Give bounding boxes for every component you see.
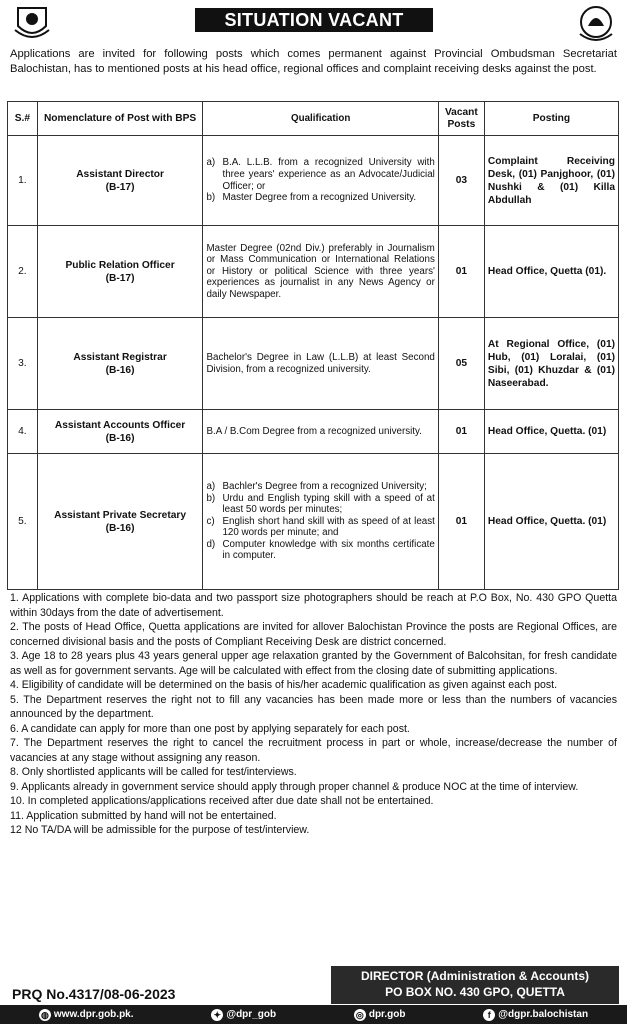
row-posting: Head Office, Quetta. (01) xyxy=(484,454,618,590)
footer-dpr[interactable]: ◎ dpr.gob xyxy=(354,1009,406,1021)
term-item: 4. Eligibility of candidate will be determined on the basis of his/her academic qualification as given against each post. xyxy=(10,679,558,691)
row-post xyxy=(37,318,203,410)
twitter-icon: ✦ xyxy=(211,1009,223,1021)
row-post xyxy=(37,454,203,590)
footer-bar xyxy=(0,1005,627,1024)
footer-website[interactable]: ◍ www.dpr.gob.pk. xyxy=(39,1009,134,1021)
qualification-item: b) Master Degree from a recognized University. xyxy=(206,192,417,204)
post-title: Assistant Private Secretary xyxy=(54,509,187,521)
post-title: Assistant Accounts Officer xyxy=(54,419,186,431)
row-qualification: Bachelor's Degree in Law (L.L.B) at least Second Division, from a recognized university. xyxy=(203,318,438,410)
globe-icon: ◍ xyxy=(39,1009,51,1021)
row-sno: 2. xyxy=(8,226,38,318)
signature-title: DIRECTOR (Administration & Accounts) xyxy=(360,969,589,983)
signature-address: PO BOX NO. 430 GPO, QUETTA xyxy=(385,985,565,999)
post-title: Public Relation Officer xyxy=(65,259,175,271)
term-item: 11. Application submitted by hand will not be entertained. xyxy=(10,809,277,822)
table-header-row xyxy=(8,102,619,136)
header-vacant: Vacant Posts xyxy=(438,102,484,136)
row-qualification: Master Degree (02nd Div.) preferably in Journalism or Mass Communication or International Relations or History or political Science with three years' experiences as journalist in any News Agency or daily Newspaper. xyxy=(203,226,438,318)
row-qualification xyxy=(203,454,438,590)
facebook-icon: f xyxy=(483,1009,495,1021)
qualification-item: a) B.A. L.L.B. from a recognized University with three years' experience as an Advocate/Judicial Officer; or xyxy=(206,157,435,192)
row-posting: Head Office, Quetta (01). xyxy=(484,226,618,318)
row-post xyxy=(37,136,203,226)
qualification-item: b) Urdu and English typing skill with a speed of at least 50 words per minutes; xyxy=(206,492,435,516)
term-item: 9. Applicants already in government service should apply through proper channel & produce NOC at the time of interview. xyxy=(10,780,579,793)
header-qualification: Qualification xyxy=(203,102,438,136)
header-posting: Posting xyxy=(484,102,618,136)
prq-number: PRQ No.4317/08-06-2023 xyxy=(12,986,176,1002)
footer-twitter[interactable]: ✦ @dpr_gob xyxy=(211,1009,276,1021)
term-item: 12 No TA/DA will be admissible for the purpose of test/interview. xyxy=(10,824,310,836)
term-item: 3. Age 18 to 28 years plus 43 years general upper age relaxation granted by the Government of Balcohsitan, for fresh candidate as well as for government servants. Age will be calculated with effect from the closing date of submitting applications. xyxy=(10,650,617,677)
term-item: 1. Applications with complete bio-data and two passport size photographers should be reach at P.O Box, No. 430 GPO Quetta within 30days from the date of advertisement. xyxy=(10,592,617,619)
row-vacant: 01 xyxy=(438,410,484,454)
row-sno: 4. xyxy=(8,410,38,454)
terms-list xyxy=(10,591,617,838)
header-post: Nomenclature of Post with BPS xyxy=(37,102,203,136)
post-bps: (B-16) xyxy=(105,432,135,444)
qualification-item: d) Computer knowledge with six months certificate in computer. xyxy=(206,538,435,562)
row-vacant: 01 xyxy=(438,454,484,590)
signature-box xyxy=(331,966,619,1004)
footer-facebook[interactable]: f @dgpr.balochistan xyxy=(483,1009,588,1021)
row-posting: Head Office, Quetta. (01) xyxy=(484,410,618,454)
row-sno: 3. xyxy=(8,318,38,410)
term-item: 5. The Department reserves the right not to fill any vacancies has been made more or less than the numbers of vacancies announced by the department. xyxy=(10,693,617,720)
row-qualification: B.A / B.Com Degree from a recognized university. xyxy=(203,410,438,454)
term-item: 8. Only shortlisted applicants will be called for test/interviews. xyxy=(10,766,297,778)
table-row xyxy=(8,454,619,590)
table-row xyxy=(8,410,619,454)
instagram-icon: ◎ xyxy=(354,1009,366,1021)
vacancy-table xyxy=(7,101,619,590)
term-item: 6. A candidate can apply for more than one post by applying separately for each post. xyxy=(10,722,410,735)
row-vacant: 01 xyxy=(438,226,484,318)
term-item: 7. The Department reserves the right to cancel the recruitment process in part or whole, increase/decrease the number of vacancies at any stage without assigning any reason. xyxy=(10,737,617,764)
qualification-item: c) English short hand skill with as speed of at least 120 words per minute; and xyxy=(206,515,435,539)
page-title: SITUATION VACANT xyxy=(195,8,433,32)
post-bps: (B-17) xyxy=(105,181,135,193)
row-vacant: 03 xyxy=(438,136,484,226)
row-vacant: 05 xyxy=(438,318,484,410)
row-sno: 5. xyxy=(8,454,38,590)
ombudsman-emblem-logo xyxy=(576,4,616,44)
post-title: Assistant Registrar xyxy=(73,351,167,363)
row-posting: Complaint Receiving Desk, (01) Panjghoor, (01) Nushki & (01) Killa Abdullah xyxy=(484,136,618,226)
post-bps: (B-16) xyxy=(105,522,135,534)
qualification-item: a) Bachler's Degree from a recognized University; xyxy=(206,480,427,492)
balochistan-emblem-logo xyxy=(12,4,52,44)
row-sno: 1. xyxy=(8,136,38,226)
table-row xyxy=(8,136,619,226)
table-row xyxy=(8,226,619,318)
header-sno: S.# xyxy=(8,102,38,136)
table-row xyxy=(8,318,619,410)
post-title: Assistant Director xyxy=(76,168,164,180)
row-post xyxy=(37,226,203,318)
row-posting: At Regional Office, (01) Hub, (01) Loralai, (01) Sibi, (01) Khuzdar & (01) Naseerabad. xyxy=(484,318,618,410)
intro-paragraph: Applications are invited for following posts which comes permanent against Provincial Ombudsman Secretariat Balochistan, has to mentioned posts at his head office, regional offices and complaint receiving desks against the post. xyxy=(10,48,617,75)
term-item: 10. In completed applications/applications received after due date shall not be entertained. xyxy=(10,795,434,807)
post-bps: (B-17) xyxy=(105,272,135,284)
row-qualification xyxy=(203,136,438,226)
post-bps: (B-16) xyxy=(105,364,135,376)
term-item: 2. The posts of Head Office, Quetta applications are invited for allover Balochistan Province the posts are Regional Offices, are concerned divisional basis and the posts of Compliant Receiving Desk are district concerned. xyxy=(10,621,617,648)
row-post xyxy=(37,410,203,454)
